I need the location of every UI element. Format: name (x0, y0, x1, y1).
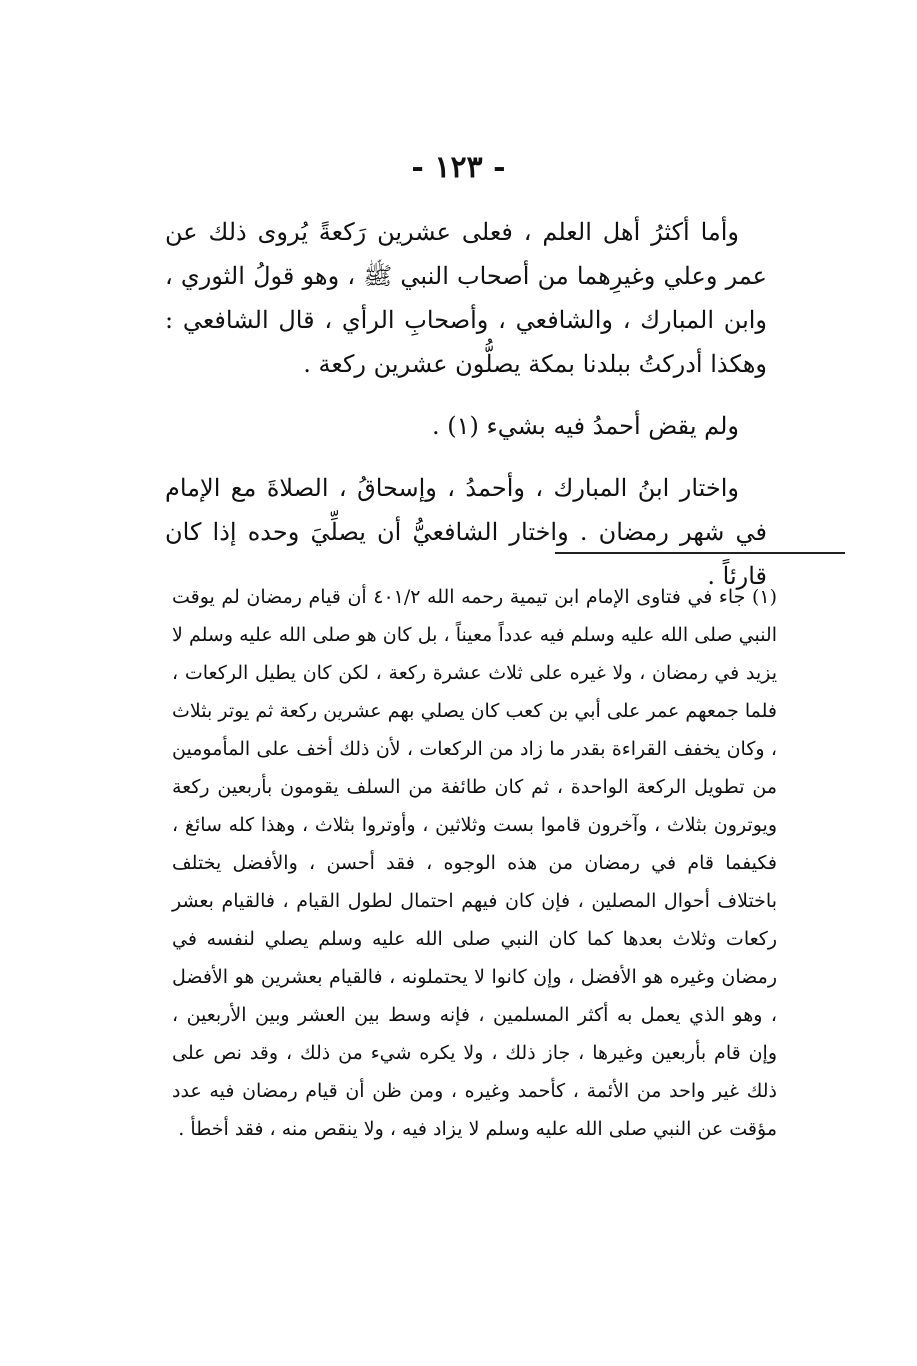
main-text (165, 210, 767, 616)
footnote-text: (١) جاء في فتاوى الإمام ابن تيمية رحمه الله ٤٠١/٢ أن قيام رمضان لم يوقت النبي صلى الله عليه وسلم فيه عدداً معيناً ، بل كان هو صلى الله عليه وسلم لا يزيد في رمضان ، ولا غيره على ثلاث عشرة ركعة ، لكن كان يطيل الركعات ، فلما جمعهم عمر على أبي بن كعب كان يصلي بهم عشرين ركعة ثم يوتر بثلاث ، وكان يخفف القراءة بقدر ما زاد من الركعات ، لأن ذلك أخف على المأمومين من تطويل الركعة الواحدة ، ثم كان طائفة من السلف يقومون بأربعين ركعة ويوترون بثلاث ، وآخرون قاموا بست وثلاثين ، وأوتروا بثلاث ، وهذا كله سائغ ، فكيفما قام في رمضان من هذه الوجوه ، فقد أحسن ، والأفضل يختلف باختلاف أحوال المصلين ، فإن كان فيهم احتمال لطول القيام ، فالقيام بعشر ركعات وثلاث بعدها كما كان النبي صلى الله عليه وسلم يصلي لنفسه في رمضان وغيره هو الأفضل ، وإن كانوا لا يحتملونه ، فالقيام بعشرين هو الأفضل ، وهو الذي يعمل به أكثر المسلمين ، فإنه وسط بين العشر وبين الأربعين ، وإن قام بأربعين وغيرها ، جاز ذلك ، ولا يكره شيء من ذلك ، وقد نص على ذلك غير واحد من الأئمة ، كأحمد وغيره ، ومن ظن أن قيام رمضان فيه عدد مؤقت عن النبي صلى الله عليه وسلم لا يزاد فيه ، ولا ينقص منه ، فقد أخطأ . (172, 586, 777, 1140)
main-paragraph-1: وأما أكثرُ أهل العلم ، فعلى عشرين رَكعةً يُروى ذلك عن عمر وعلي وغيرِهما من أصحاب النبي ﷺ ، وهو قولُ الثوري ، وابن المبارك ، والشافعي ، وأصحابِ الرأي ، قال الشافعي : وهكذا أدركتُ ببلدنا بمكة يصلُّون عشرين ركعة . (165, 218, 767, 378)
footnote-divider (555, 552, 845, 554)
main-paragraph-3: واختار ابنُ المبارك ، وأحمدُ ، وإسحاقُ ، الصلاةَ مع الإمام في شهر رمضان . واختار الشافعيُّ أن يصلِّيَ وحده إذا كان قارئاً . (165, 474, 767, 590)
page-number: - ١٢٣ - (411, 150, 506, 185)
main-paragraph-2: ولم يقض أحمدُ فيه بشيء (١) . (431, 412, 739, 440)
footnote (172, 578, 777, 1148)
